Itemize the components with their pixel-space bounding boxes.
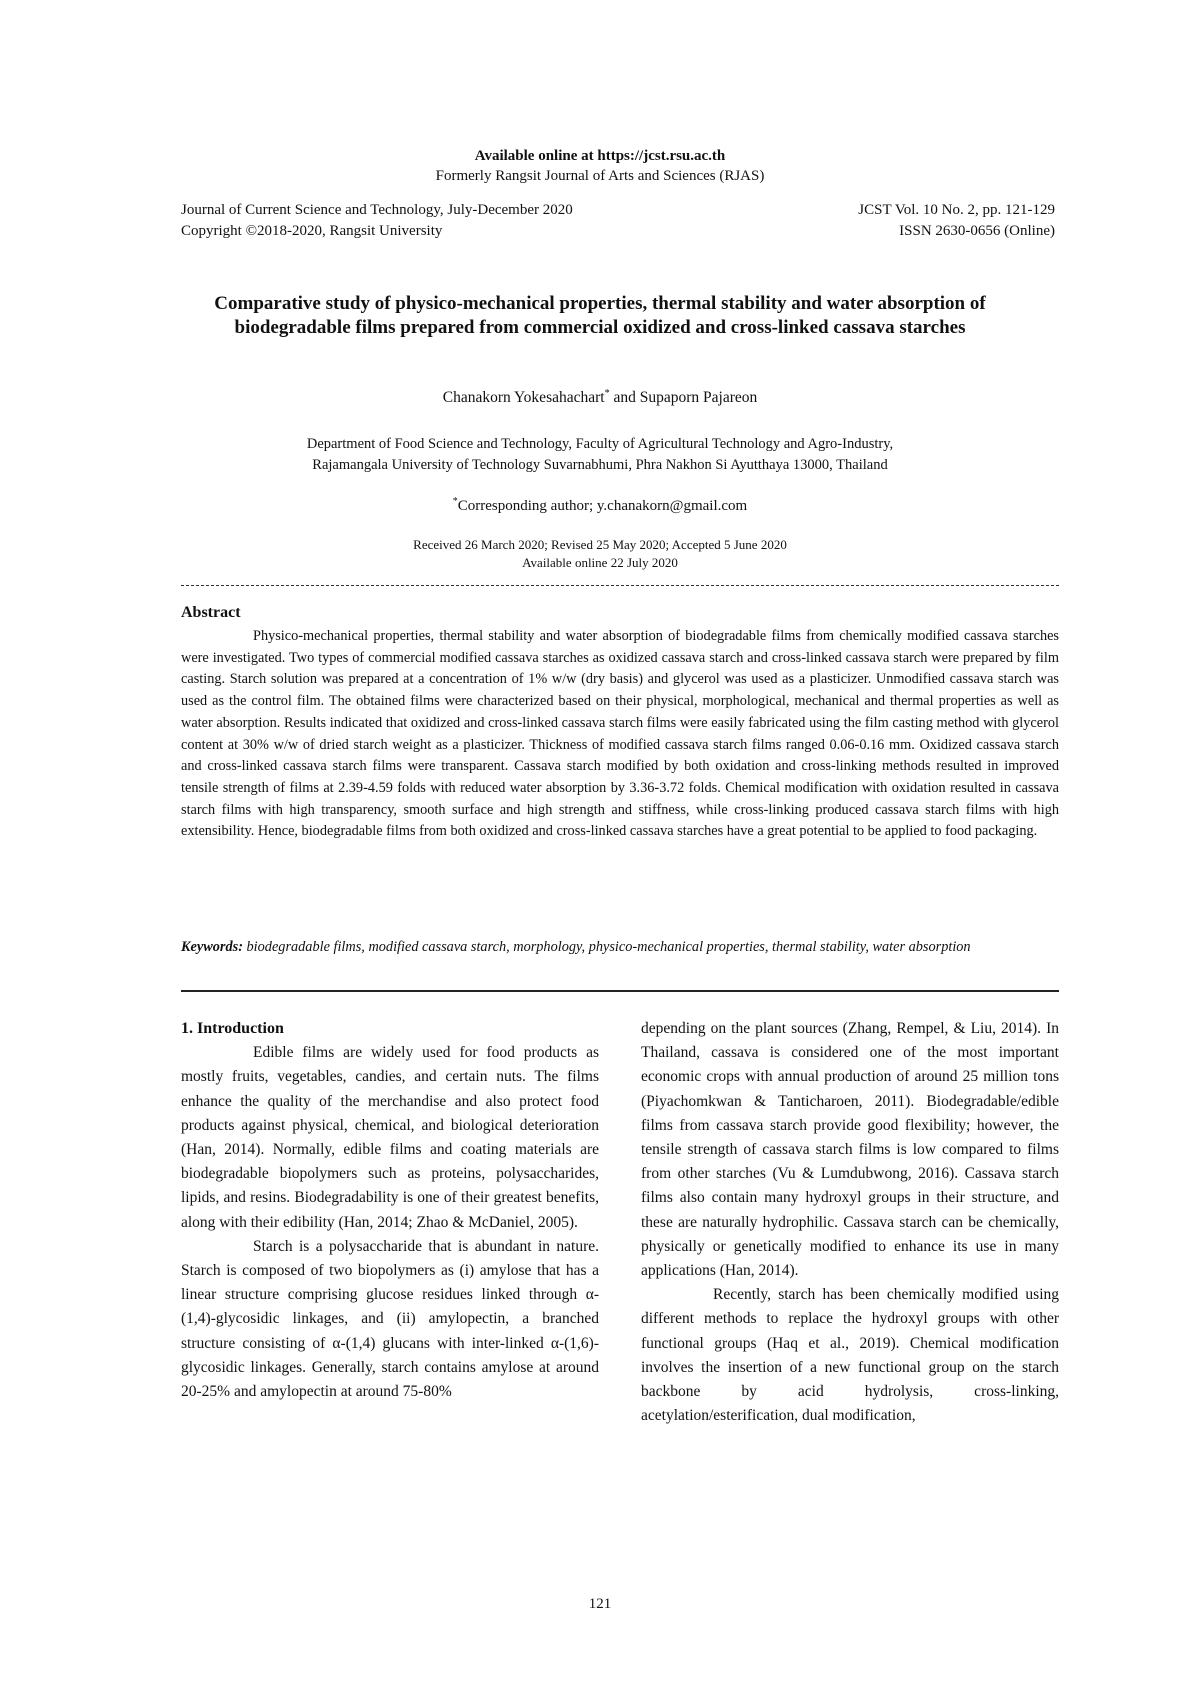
keywords <box>181 937 1059 959</box>
solid-divider <box>181 990 1059 992</box>
dashed-divider <box>181 585 1059 586</box>
abstract-text: Physico-mechanical properties, thermal stability and water absorption of biodegradable films from chemically modified cassava starches were investigated. Two types of commercial modified cassava starches as oxidized cassava starch and cross-linked cassava starch were prepared by film casting. Starch solution was prepared at a concentration of 1% w/w (dry basis) and glycerol was used as a plasticizer. Unmodified cassava starch was used as the control film. The obtained films were characterized based on their physical, morphological, mechanical and thermal properties as well as water absorption. Results indicated that oxidized and cross-linked cassava starch films were easily fabricated using the film casting method with glycerol content at 30% w/w of dried starch weight as a plasticizer. Thickness of modified cassava starch films ranged 0.06-0.16 mm. Oxidized cassava starch and cross-linked cassava starch films were transparent. Cassava starch modified by both oxidation and cross-linking methods resulted in improved tensile strength of films at 2.39-4.59 folds with reduced water absorption by 3.36-3.72 folds. Chemical modification with oxidation resulted in cassava starch films with high transparency, smooth surface and high strength and stiffness, while cross-linking produced cassava starch films with high extensibility. Hence, biodegradable films from both oxidized and cross-linked cassava starches have a great potential to be applied to food packaging. <box>181 628 1059 840</box>
page-number: 121 <box>588 1596 612 1612</box>
author-1: Chanakorn Yokesahachart <box>442 389 605 407</box>
journal-info-right <box>858 200 1055 242</box>
paper-title: Comparative study of physico-mechanical properties, thermal stability and water absorption of biodegradable films prepared from commercial oxidized and cross-linked cassava starches <box>214 293 986 338</box>
abstract-body <box>181 626 1059 843</box>
article-dates <box>0 536 1200 572</box>
volume-line: JCST Vol. 10 No. 2, pp. 121-129 <box>858 202 1055 218</box>
affiliation-line-2: Rajamangala University of Technology Suvarnabhumi, Phra Nakhon Si Ayutthaya 13000, Thailand <box>312 457 888 473</box>
intro-paragraph-1: Edible films are widely used for food products as mostly fruits, vegetables, candies, and certain nuts. The films enhance the quality of the merchandise and also protect food products against physical, chemical, and biological deterioration (Han, 2014). Normally, edible films and coating materials are biodegradable biopolymers such as proteins, polysaccharides, lipids, and resins. Biodegradability is one of their greatest benefits, along with their edibility (Han, 2014; Zhao & McDaniel, 2005). <box>181 1044 599 1231</box>
corresponding-mark: * <box>452 496 458 507</box>
corresponding-author <box>0 496 1200 515</box>
affiliation <box>0 434 1200 476</box>
author-2: and Supaporn Pajareon <box>613 389 758 407</box>
left-column <box>181 1017 599 1404</box>
journal-line: Journal of Current Science and Technology, July-December 2020 <box>181 202 573 218</box>
right-column <box>641 1017 1059 1428</box>
keywords-label: Keywords: <box>181 939 243 955</box>
intro-paragraph-2: Starch is a polysaccharide that is abundant in nature. Starch is composed of two biopolymers as (i) amylose that has a linear structure comprising glucose residues linked through α-(1,4)-glycosidic linkages, and (ii) amylopectin, a branched structure consisting of α-(1,4) glucans with inter-linked α-(1,6)-glycosidic linkages. Generally, starch contains amylose at around 20-25% and amylopectin at around 75-80% <box>181 1237 599 1401</box>
intro-paragraph-4: Recently, starch has been chemically modified using different methods to replace the hydroxyl groups with other functional groups (Haq et al., 2019). Chemical modification involves the insertion of a new functional group on the starch backbone by acid hydrolysis, cross-linking, acetylation/esterification, dual modification, <box>641 1286 1059 1425</box>
keywords-text: biodegradable films, modified cassava starch, morphology, physico-mechanical properties, thermal stability, water absorption <box>246 939 971 955</box>
dates-line-2: Available online 22 July 2020 <box>522 555 678 570</box>
section-heading-introduction: 1. Introduction <box>181 1020 284 1037</box>
affiliation-line-1: Department of Food Science and Technology, Faculty of Agricultural Technology and Agro-Industry, <box>306 436 894 452</box>
author-mark: * <box>604 388 610 399</box>
dates-line-1: Received 26 March 2020; Revised 25 May 2020; Accepted 5 June 2020 <box>413 537 787 552</box>
abstract-heading: Abstract <box>181 604 241 621</box>
formerly-line: Formerly Rangsit Journal of Arts and Sciences (RJAS) <box>435 168 765 184</box>
intro-paragraph-3: depending on the plant sources (Zhang, Rempel, & Liu, 2014). In Thailand, cassava is considered one of the most important economic crops with annual production of around 25 million tons (Piyachomkwan & Tanticharoen, 2011). Biodegradable/edible films from cassava starch provide good flexibility; however, the tensile strength of cassava starch films is low compared to films from other starches (Vu & Lumdubwong, 2016). Cassava starch films also contain many hydroxyl groups in their structure, and these are naturally hydrophilic. Cassava starch can be chemically, physically or genetically modified to enhance its use in many applications (Han, 2014). <box>641 1020 1059 1280</box>
journal-info-left <box>181 200 573 242</box>
available-online-line: Available online at https://jcst.rsu.ac.th <box>474 148 726 164</box>
corresponding-text: Corresponding author; y.chanakorn@gmail.com <box>457 498 748 514</box>
copyright-line: Copyright ©2018-2020, Rangsit University <box>181 223 443 239</box>
author-line <box>0 388 1200 407</box>
issn-line: ISSN 2630-0656 (Online) <box>899 223 1055 239</box>
